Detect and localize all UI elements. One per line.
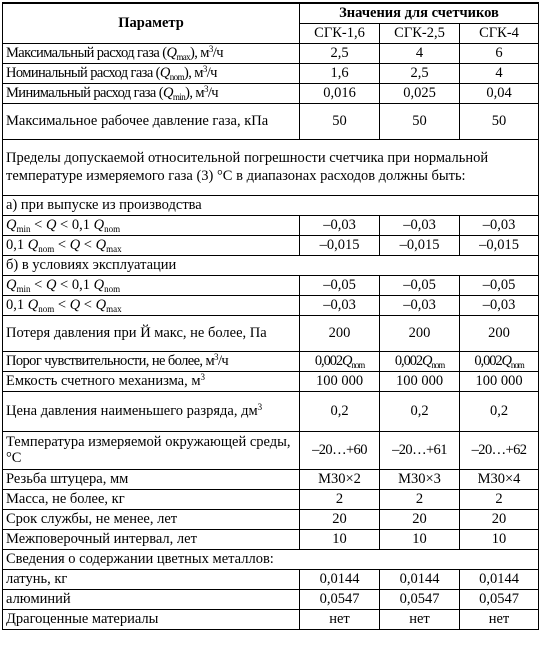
row-label: Срок службы, не менее, лет (3, 509, 300, 529)
cell-value: 10 (380, 529, 460, 549)
cell-value: $0,002Q_{nom}$ (460, 351, 539, 371)
cell-value: –20…+61 (380, 431, 460, 469)
cell-value: –20…+60 (300, 431, 380, 469)
row-aluminium (3, 589, 539, 609)
cell-value: 0,2 (380, 391, 460, 431)
cell-value: –20…+62 (460, 431, 539, 469)
cell-value: 0,2 (300, 391, 380, 431)
cell-value: 100 000 (380, 371, 460, 391)
range-label: 0,1 $Q_{nom} < Q < Q_{max}$ (3, 295, 300, 315)
cell-value: $0,002Q_{nom}$ (380, 351, 460, 371)
row-b-title (3, 255, 539, 275)
row-interval (3, 529, 539, 549)
row-a1 (3, 215, 539, 235)
model-sgk-4: СГК-4 (460, 23, 539, 43)
row-metals-note (3, 549, 539, 569)
model-sgk-25: СГК-2,5 (380, 23, 460, 43)
cell-value: –0,03 (300, 215, 380, 235)
row-label: Межповерочный интервал, лет (3, 529, 300, 549)
cell-value: 0,0144 (380, 569, 460, 589)
row-label: Минимальный расход газа $(Q_{min})$, $м^3/ч$ (3, 83, 300, 103)
param-header: Параметр (3, 3, 300, 43)
cell-value: 2 (300, 489, 380, 509)
row-thread (3, 469, 539, 489)
row-label: Резьба штуцера, мм (3, 469, 300, 489)
row-qmax (3, 43, 539, 63)
cell-value: –0,015 (380, 235, 460, 255)
row-label: Номинальный расход газа $(Q_{nom})$, $м^3/ч$ (3, 63, 300, 83)
row-capacity (3, 371, 539, 391)
cell-value: М30×2 (300, 469, 380, 489)
cell-value: 0,0144 (460, 569, 539, 589)
row-mass (3, 489, 539, 509)
cell-value: 10 (300, 529, 380, 549)
range-label: $Q_{min} < Q < 0,1$ $Q_{nom}$ (3, 275, 300, 295)
cell-value: –0,05 (380, 275, 460, 295)
cell-value: М30×4 (460, 469, 539, 489)
cell-value: 2,5 (300, 43, 380, 63)
row-pressure (3, 103, 539, 139)
cell-value: 2 (460, 489, 539, 509)
cell-value: –0,03 (380, 215, 460, 235)
row-threshold (3, 351, 539, 371)
row-a-title (3, 195, 539, 215)
row-label: Емкость счетного механизма, $м^3$ (3, 371, 300, 391)
limits-note: Пределы допускаемой относительной погрешности счетчика при нормальной температуре измеряемого газа (3) °С в диапазонах расходов должны быть: (3, 139, 539, 195)
row-a2 (3, 235, 539, 255)
row-label: Порог чувствительности, не более, $м^3/ч$ (3, 351, 300, 371)
cell-value: нет (460, 609, 539, 629)
row-label: Масса, не более, кг (3, 489, 300, 509)
row-b2 (3, 295, 539, 315)
cell-value: 2 (380, 489, 460, 509)
cell-value: 0,025 (380, 83, 460, 103)
cell-value: 50 (460, 103, 539, 139)
cell-value: 0,0547 (300, 589, 380, 609)
cell-value: –0,05 (300, 275, 380, 295)
row-pressure-loss (3, 315, 539, 351)
row-qnom (3, 63, 539, 83)
header-row (3, 3, 539, 23)
cell-value: 10 (460, 529, 539, 549)
row-label: Потеря давления при Й макс, не более, Па (3, 315, 300, 351)
cell-value: –0,03 (300, 295, 380, 315)
cell-value: –0,03 (380, 295, 460, 315)
cell-value: 200 (380, 315, 460, 351)
cell-value: нет (300, 609, 380, 629)
model-sgk-16: СГК-1,6 (300, 23, 380, 43)
row-label: Температура измеряемой окружающей среды, °С (3, 431, 300, 469)
values-header: Значения для счетчиков (300, 3, 539, 23)
cell-value: 0,0547 (380, 589, 460, 609)
section-a-title: а) при выпуске из производства (3, 195, 539, 215)
cell-value: 200 (460, 315, 539, 351)
cell-value: 20 (460, 509, 539, 529)
cell-value: 1,6 (300, 63, 380, 83)
cell-value: 4 (460, 63, 539, 83)
cell-value: –0,015 (460, 235, 539, 255)
row-qmin (3, 83, 539, 103)
cell-value: 6 (460, 43, 539, 63)
row-label: Цена давления наименьшего разряда, $дм^3$ (3, 391, 300, 431)
metals-note: Сведения о содержании цветных металлов: (3, 549, 539, 569)
cell-value: 0,2 (460, 391, 539, 431)
cell-value: 200 (300, 315, 380, 351)
cell-value: 100 000 (460, 371, 539, 391)
cell-value: –0,03 (460, 295, 539, 315)
cell-value: 50 (300, 103, 380, 139)
row-label: алюминий (3, 589, 300, 609)
row-b1 (3, 275, 539, 295)
specifications-table (2, 2, 539, 630)
range-label: 0,1 $Q_{nom} < Q < Q_{max}$ (3, 235, 300, 255)
row-division (3, 391, 539, 431)
cell-value: 20 (300, 509, 380, 529)
row-label: Максимальное рабочее давление газа, кПа (3, 103, 300, 139)
row-brass (3, 569, 539, 589)
cell-value: 4 (380, 43, 460, 63)
cell-value: М30×3 (380, 469, 460, 489)
row-label: Драгоценные материалы (3, 609, 300, 629)
cell-value: 0,0547 (460, 589, 539, 609)
cell-value: –0,03 (460, 215, 539, 235)
row-temperature (3, 431, 539, 469)
cell-value: $0,002Q_{nom}$ (300, 351, 380, 371)
cell-value: 0,0144 (300, 569, 380, 589)
row-limits-note (3, 139, 539, 195)
cell-value: 100 000 (300, 371, 380, 391)
row-precious (3, 609, 539, 629)
section-b-title: б) в условиях эксплуатации (3, 255, 539, 275)
row-label: латунь, кг (3, 569, 300, 589)
cell-value: нет (380, 609, 460, 629)
row-label: Максимальный расход газа $(Q_{max})$, $м^3/ч$ (3, 43, 300, 63)
cell-value: 2,5 (380, 63, 460, 83)
cell-value: 0,016 (300, 83, 380, 103)
cell-value: 50 (380, 103, 460, 139)
cell-value: 20 (380, 509, 460, 529)
range-label: $Q_{min} < Q < 0,1$ $Q_{nom}$ (3, 215, 300, 235)
cell-value: 0,04 (460, 83, 539, 103)
row-service (3, 509, 539, 529)
cell-value: –0,05 (460, 275, 539, 295)
cell-value: –0,015 (300, 235, 380, 255)
